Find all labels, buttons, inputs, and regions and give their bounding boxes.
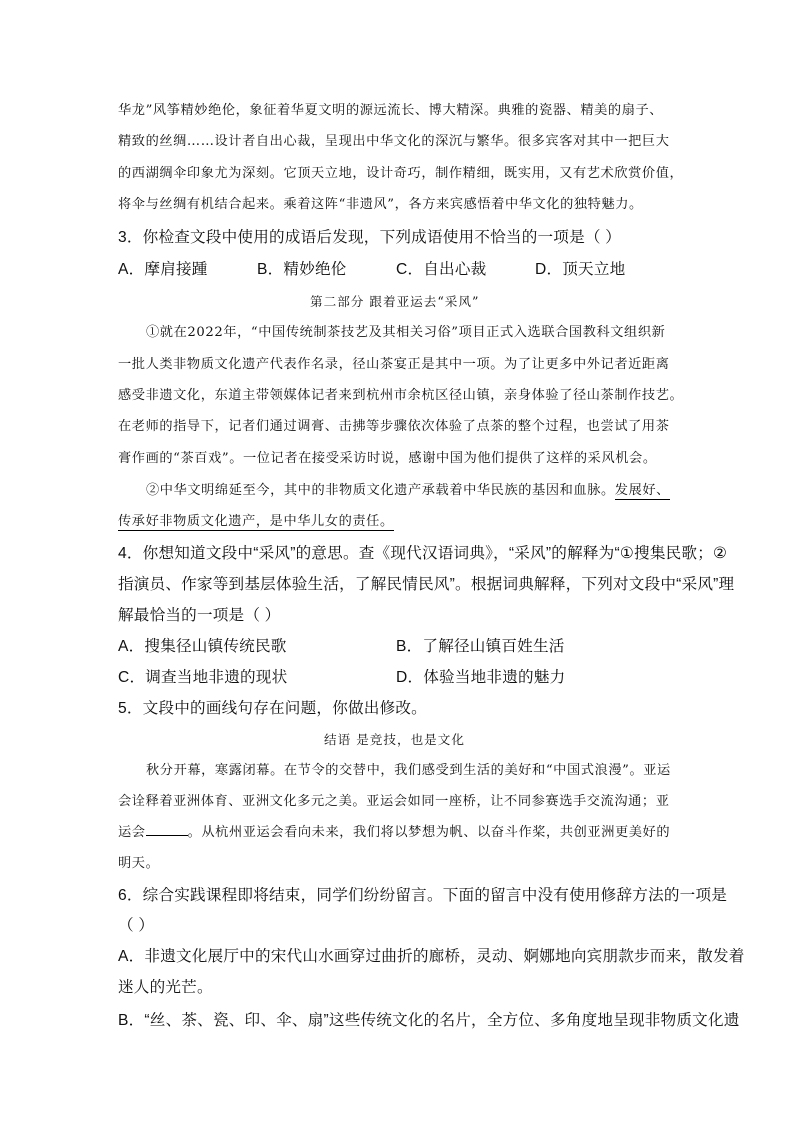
- part2-heading: 第二部分 跟着亚运去“采风”: [310, 294, 480, 309]
- conclusion-heading: 结语 是竞技，也是文化: [324, 732, 465, 747]
- part2-p1-line: 一批人类非物质文化遗产代表作名录，径山茶宴正是其中一项。为了让更多中外记者近距离: [118, 357, 670, 372]
- part2-p1-line: 在老师的指导下，记者们通过调膏、击拂等步骤依次体验了点茶的整个过程，也尝试了用茶: [118, 419, 670, 434]
- question-3-stem: 3．你检查文段中使用的成语后发现，下列成语使用不恰当的一项是（ ）: [118, 229, 622, 246]
- question-4-option-a[interactable]: A．搜集径山镇传统民歌: [118, 638, 287, 655]
- question-5-stem: 5．文段中的画线句存在问题，你做出修改。: [118, 700, 427, 717]
- part2-p2-line: [118, 510, 394, 529]
- intro-line: 华龙”风筝精妙绝伦，象征着华夏文明的源远流长、博大精深。典雅的瓷器、精美的扇子、: [118, 103, 664, 118]
- conclusion-text: 运会: [118, 825, 146, 840]
- question-6-option-a-cont: 迷人的光芒。: [118, 979, 213, 996]
- question-4-option-d[interactable]: D．体验当地非遗的魅力: [396, 669, 566, 686]
- part2-p1-line: 膏作画的“茶百戏”。一位记者在接受采访时说，感谢中国为他们提供了这样的采风机会。: [118, 451, 657, 466]
- underlined-sentence-part2: 传承好非物质文化遗产，是中华儿女的责任。: [118, 514, 394, 529]
- conclusion-line: [118, 821, 670, 840]
- question-3-option-a[interactable]: A．摩肩接踵: [118, 261, 208, 278]
- part2-p2-line: [146, 479, 670, 498]
- question-4-option-b[interactable]: B．了解径山镇百姓生活: [396, 638, 565, 655]
- conclusion-line: 秋分开幕，寒露闭幕。在节令的交替中，我们感受到生活的美好和“中国式浪漫”。亚运: [146, 763, 671, 778]
- intro-line: 将伞与丝绸有机结合起来。乘着这阵“非遗风”，各方来宾感悟着中华文化的独特魅力。: [118, 197, 643, 212]
- underlined-sentence-part1: 发展好、: [614, 483, 670, 498]
- question-3-option-c[interactable]: C．自出心裁: [396, 261, 487, 278]
- question-6-option-b[interactable]: B．“丝、茶、瓷、印、伞、扇”这些传统文化的名片，全方位、多角度地呈现非物质文化遗: [118, 1012, 740, 1029]
- question-4-stem-line: 指演员、作家等到基层体验生活，了解民情民风”。根据词典解释，下列对文段中“采风”理: [118, 576, 735, 593]
- part2-p1-line: ①就在2022年，“中国传统制茶技艺及其相关习俗”项目正式入选联合国教科文组织新: [146, 325, 666, 340]
- intro-line: 精致的丝绸……设计者自出心裁，呈现出中华文化的深沉与繁华。很多宾客对其中一把巨大: [118, 134, 670, 149]
- question-4-stem-line: 4．你想知道文段中“采风”的意思。查《现代汉语词典》，“采风”的解释为“①搜集民歌；②: [118, 545, 728, 562]
- conclusion-line: 会诠释着亚洲体育、亚洲文化多元之美。亚运会如同一座桥，让不同参赛选手交流沟通；亚: [118, 794, 670, 809]
- question-6-option-a[interactable]: A．非遗文化展厅中的宋代山水画穿过曲折的廊桥，灵动、婀娜地向宾朋款步而来，散发着: [118, 948, 745, 965]
- question-4-stem-line: 解最恰当的一项是（ ）: [118, 607, 281, 624]
- question-6-stem-line: 6．综合实践课程即将结束，同学们纷纷留言。下面的留言中没有使用修辞方法的一项是: [118, 887, 728, 904]
- question-4-option-c[interactable]: C．调查当地非遗的现状: [118, 669, 288, 686]
- conclusion-line: 明天。: [118, 856, 160, 871]
- conclusion-text: 。从杭州亚运会看向未来，我们将以梦想为帆、以奋斗作桨，共创亚洲更美好的: [187, 825, 671, 840]
- question-6-stem-line: （ ）: [118, 917, 155, 934]
- question-3-option-d[interactable]: D．顶天立地: [535, 261, 626, 278]
- fill-in-blank[interactable]: [146, 823, 188, 836]
- intro-line: 的西湖绸伞印象尤为深刻。它顶天立地，设计奇巧，制作精细，既实用，又有艺术欣赏价值，: [118, 166, 684, 181]
- part2-p1-line: 感受非遗文化，东道主带领媒体记者来到杭州市余杭区径山镇，亲身体验了径山茶制作技艺。: [118, 388, 684, 403]
- question-3-option-b[interactable]: B．精妙绝伦: [257, 261, 347, 278]
- part2-p2-plain-text: ②中华文明绵延至今，其中的非物质文化遗产承载着中华民族的基因和血脉。: [146, 483, 615, 498]
